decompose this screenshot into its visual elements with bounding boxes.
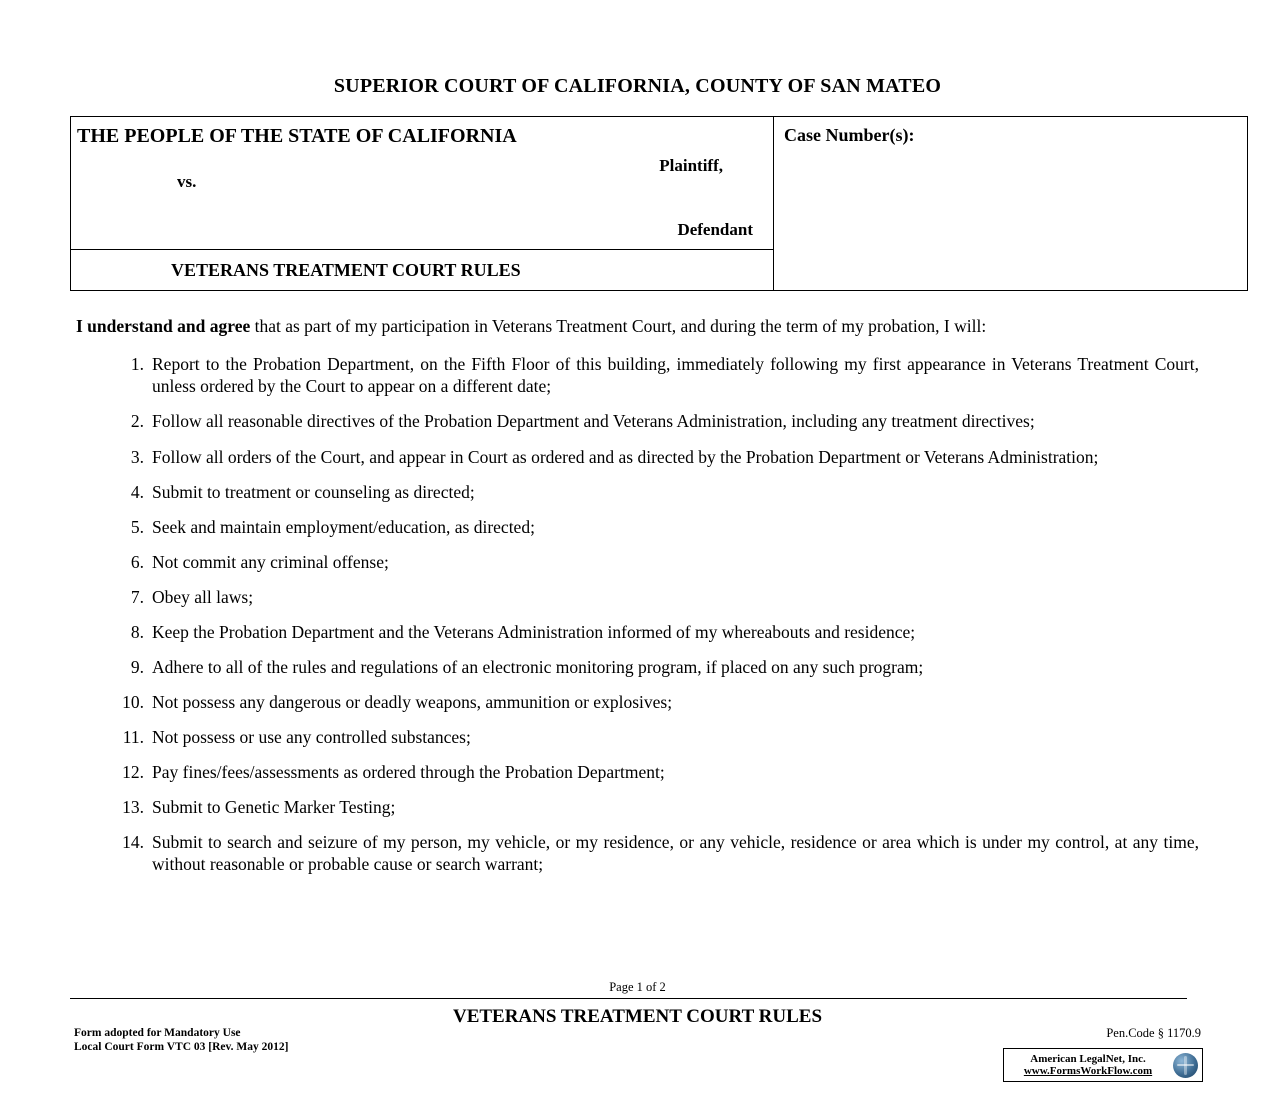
list-item-number: 10. [122, 691, 144, 712]
list-item-number: 3. [130, 446, 144, 467]
list-item-text: Seek and maintain employment/education, as directed; [152, 516, 535, 537]
list-item [110, 551, 1199, 573]
list-item-number: 13. [122, 797, 144, 817]
list-item-number: 11. [122, 726, 144, 747]
list-item-number: 2. [130, 411, 144, 432]
list-item [110, 621, 1199, 643]
list-item [110, 831, 1199, 875]
list-item-text: Report to the Probation Department, on the Fifth Floor of this building, immediately following my first appearance in Veterans Treatment Court, unless ordered by the Court to appear on a different date; [152, 354, 1199, 397]
globe-icon [1168, 1050, 1202, 1080]
list-item [110, 761, 1199, 783]
list-item-text: Follow all orders of the Court, and appear in Court as ordered and as directed by the Probation Department or Veterans Administration; [152, 446, 1099, 467]
list-item-text: Not commit any criminal offense; [152, 551, 389, 572]
plaintiff-name: THE PEOPLE OF THE STATE OF CALIFORNIA [77, 125, 517, 147]
list-item-text: Not possess or use any controlled substances; [152, 726, 471, 747]
list-item-text: Not possess any dangerous or deadly weapons, ammunition or explosives; [152, 691, 673, 712]
form-title-cell [71, 250, 774, 291]
list-item-number: 5. [130, 516, 144, 537]
list-item-text: Keep the Probation Department and the Veterans Administration informed of my whereabouts and residence; [152, 621, 916, 642]
caption-parties-cell [71, 117, 774, 250]
agreement-intro-rest: that as part of my participation in Veterans Treatment Court, and during the term of my probation, I will: [250, 316, 987, 336]
plaintiff-label: Plaintiff, [659, 156, 723, 175]
list-item [110, 691, 1199, 713]
list-item [110, 726, 1199, 748]
list-item-text: Submit to Genetic Marker Testing; [152, 797, 396, 817]
list-item-number: 7. [130, 586, 144, 607]
list-item-number: 12. [122, 761, 144, 782]
list-item-text: Adhere to all of the rules and regulations of an electronic monitoring program, if placed on any such program; [152, 656, 924, 677]
footer-form-title: VETERANS TREATMENT COURT RULES [452, 1006, 823, 1027]
list-item-number: 4. [130, 481, 144, 502]
case-caption-table [70, 116, 1248, 291]
court-title: SUPERIOR COURT OF CALIFORNIA, COUNTY OF SAN MATEO [333, 75, 942, 97]
list-item-text: Follow all reasonable directives of the Probation Department and Veterans Administration, including any treatment directives; [152, 411, 1035, 432]
list-item [110, 656, 1199, 678]
footer-adopted-line2: Local Court Form VTC 03 [Rev. May 2012] [74, 1041, 289, 1054]
list-item-text: Pay fines/fees/assessments as ordered through the Probation Department; [152, 761, 665, 782]
vendor-stamp [1003, 1048, 1203, 1082]
page-number: Page 1 of 2 [609, 980, 666, 994]
agreement-intro [76, 315, 1199, 337]
form-title: VETERANS TREATMENT COURT RULES [171, 260, 521, 280]
list-item-text: Obey all laws; [152, 586, 254, 607]
list-item [110, 481, 1199, 503]
list-item-number: 9. [130, 656, 144, 677]
list-item [110, 446, 1199, 468]
rules-list [70, 353, 1205, 875]
list-item [110, 796, 1199, 818]
list-item-text: Submit to search and seizure of my person, my vehicle, or my residence, or any vehicle, residence or area which is under my control, at any time, without reasonable or probable cause or search warrant; [152, 832, 1199, 875]
footer-adopted-line1: Form adopted for Mandatory Use [74, 1027, 241, 1039]
case-number-cell[interactable] [774, 117, 1248, 291]
list-item [110, 586, 1199, 608]
footer-code-reference: Pen.Code § 1170.9 [1106, 1026, 1201, 1040]
list-item-number: 1. [130, 354, 144, 375]
case-number-label: Case Number(s): [784, 125, 915, 145]
caption-main-row [71, 117, 1248, 250]
footer-adoption-info [74, 1026, 288, 1055]
list-item [110, 516, 1199, 538]
vendor-url[interactable]: www.FormsWorkFlow.com [1023, 1065, 1153, 1077]
vendor-text [1004, 1053, 1168, 1078]
list-item [110, 353, 1199, 397]
list-item-number: 6. [130, 551, 144, 572]
list-item-text: Submit to treatment or counseling as directed; [152, 481, 475, 502]
list-item-number: 8. [130, 621, 144, 642]
versus-label: vs. [177, 172, 197, 191]
defendant-label: Defendant [677, 220, 753, 239]
list-item-number: 14. [122, 832, 144, 853]
footer-divider [70, 998, 1187, 999]
vendor-name: American LegalNet, Inc. [1030, 1052, 1146, 1065]
list-item [110, 410, 1199, 432]
agreement-intro-bold: I understand and agree [76, 316, 251, 336]
